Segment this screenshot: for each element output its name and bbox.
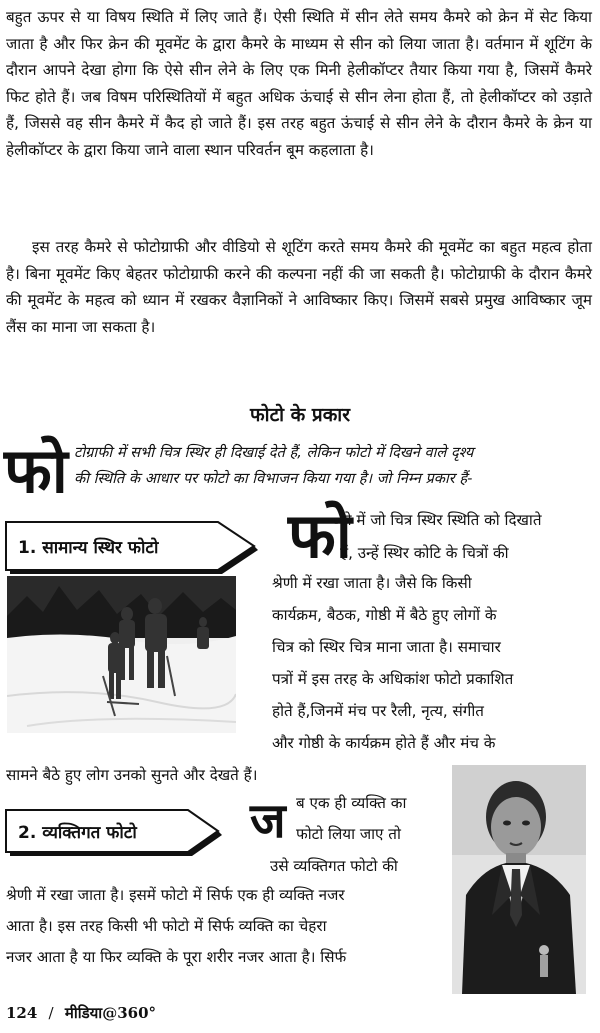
intro-line-1: टोग्राफी में सभी चित्र स्थिर ही दिखाई देते हैं, लेकिन फोटो में दिखने वाले दृश्य [74,444,474,461]
type1-label: 1. सामान्य स्थिर फोटो [18,537,159,558]
type2-line-4: श्रेणी में रखा जाता है। इसमें फोटो में सिर्फ एक ही व्यक्ति नजर [6,886,345,904]
type2-line-6: नजर आता है या फिर व्यक्ति के पूरा शरीर नजर आता है। सिर्फ [6,948,347,966]
type1-line-6: पत्रों में इस तरह के अधिकांश फोटो प्रकाशित [272,670,514,688]
paragraph-movement: इस तरह कैमरे से फोटोग्राफी और वीडियो से शूटिंग करते समय कैमरे की मूवमेंट का बहुत महत्व होता है। बिना मूवमेंट किए बेहतर फोटोग्राफी करने की कल्पना नहीं की जा सकती है। फोटोग्राफी के दौरान कैमरे की मूवमेंट के महत्व को ध्यान में रखकर वैज्ञानिकों ने आविष्कार किए। जिसमें सबसे प्रमुख आविष्कार जूम लैंस का माना जा सकता है। [6,238,592,336]
type2-line-1: ब एक ही व्यक्ति का [296,794,407,812]
dropcap-type2: ज [250,793,286,849]
paragraph-boom: बहुत ऊपर से या विषय स्थिति में लिए जाते हैं। ऐसी स्थिति में सीन लेते समय कैमरे को क्रेन में सेट किया जाता है और फिर क्रेन की मूवमेंट के द्वारा कैमरे के माध्यम से सीन को लिया जाता है। वर्तमान में शूटिंग के दौरान आपने देखा होगा कि ऐसे सीन लेने के लिए एक मिनी हेलीकॉप्टर तैयार किया गया है, जिसमें कैमरे फिट होते हैं। जब विषम परिस्थितियों में बहुत अधिक ऊंचाई से सीन लेना होता हैं, तो हेलीकॉप्टर को उड़ाते हैं, जिससे वह सीन कैमरे में कैद हो जाते हैं। इस तरह बहुत ऊंचाई से सीन लेने के दौरान कैमरे के क्रेन या हेलीकॉप्टर के द्वारा किया जाने वाला स्थान परिवर्तन बूम कहलाता है। [6,8,592,159]
type1-line-7: होते हैं,जिनमें मंच पर रैली, नृत्य, संगीत [272,702,484,720]
portrait-photo [452,765,586,994]
type2-line-3: उसे व्यक्तिगत फोटो की [270,857,398,875]
type2-line-5: आता है। इस तरह किसी भी फोटो में सिर्फ व्यक्ति का चेहरा [6,917,327,935]
type2-line-2: फोटो लिया जाए तो [296,825,401,843]
footer-separator: / [48,1004,54,1022]
type1-line-4: कार्यक्रम, बैठक, गोष्ठी में बैठे हुए लोगों के [272,606,497,624]
type1-line-2: हैं, उन्हें स्थिर कोटि के चित्रों की [340,544,509,562]
type1-line-5: चित्र को स्थिर चित्र माना जाता है। समाचार [272,638,501,656]
intro-line-2: की स्थिति के आधार पर फोटो का विभाजन किया गया है। जो निम्न प्रकार हैं- [74,470,473,487]
type1-label-box [4,518,262,574]
type1-full-line: सामने बैठे हुए लोग उनको सुनते और देखते हैं। [6,766,258,784]
dropcap-type1: फो [288,499,352,572]
type1-line-3: श्रेणी में रखा जाता है। जैसे कि किसी [272,574,472,592]
type2-label: 2. व्यक्तिगत फोटो [18,822,137,843]
dropcap-intro: फो [4,434,68,507]
book-title: मीडिया@360° [64,1004,157,1022]
page-number: 124 [6,1004,38,1022]
type1-line-8: और गोष्ठी के कार्यक्रम होते हैं और मंच के [272,734,496,752]
page-footer [6,1003,156,1023]
type1-line-1: टो में जो चित्र स्थिर स्थिति को दिखाते [340,511,542,529]
snow-group-photo [7,576,236,733]
type2-label-box [4,806,226,856]
section-heading: फोटो के प्रकार [250,404,350,426]
